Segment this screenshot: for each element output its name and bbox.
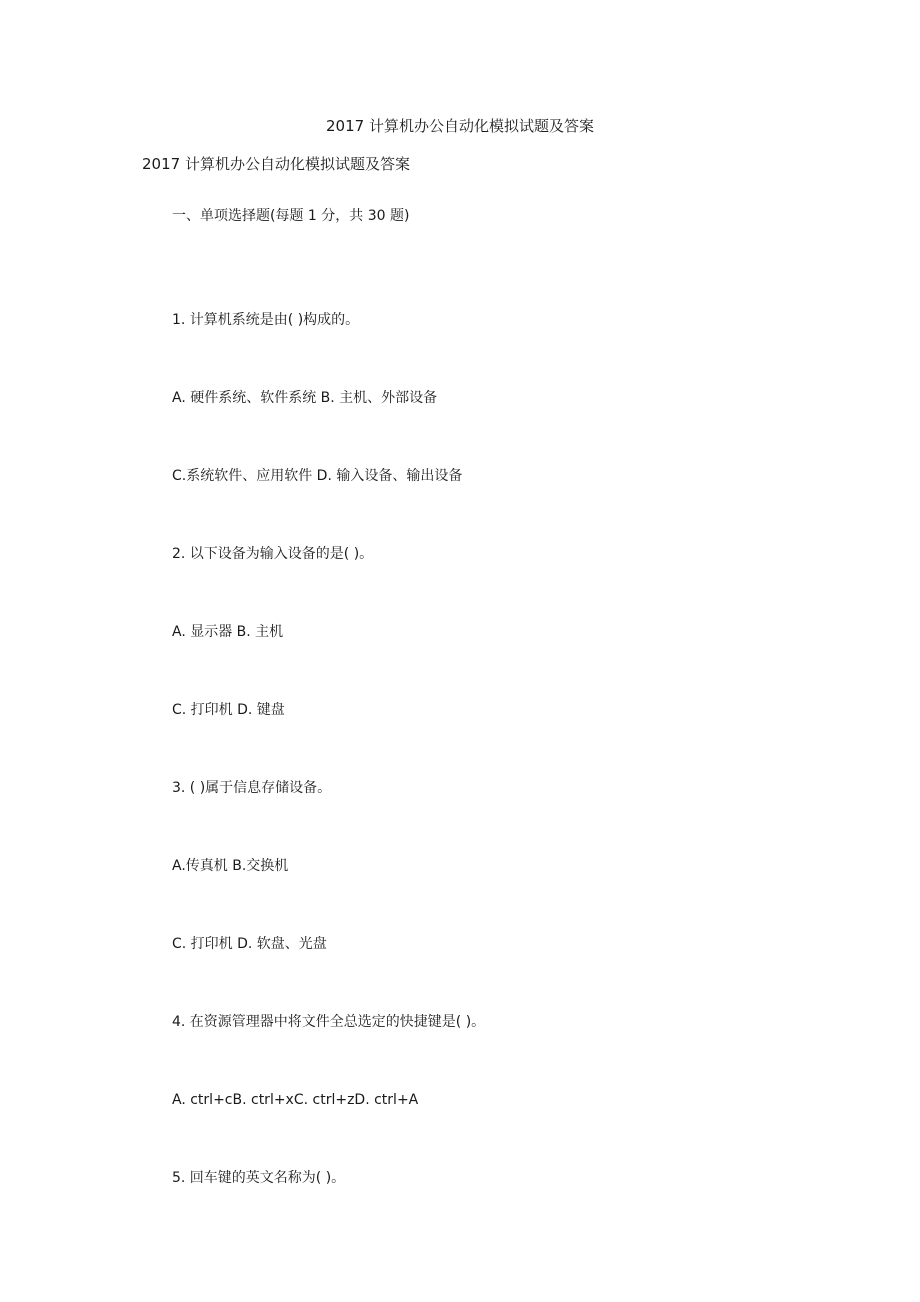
question-3: 3. ( )属于信息存储设备。 [172,780,332,796]
question-3-options-cd: C. 打印机 D. 软盘、光盘 [172,936,327,952]
question-5: 5. 回车键的英文名称为( )。 [172,1170,346,1186]
question-3-options-ab: A.传真机 B.交换机 [172,858,289,874]
section-heading: 一、单项选择题(每题 1 分，共 30 题) [172,208,410,224]
document-title: 2017 计算机办公自动化模拟试题及答案 [326,117,594,135]
question-1-options-cd: C.系统软件、应用软件 D. 输入设备、输出设备 [172,468,463,484]
question-4-options: A. ctrl+cB. ctrl+xC. ctrl+zD. ctrl+A [172,1092,419,1108]
question-1: 1. 计算机系统是由( )构成的。 [172,312,360,328]
question-2: 2. 以下设备为输入设备的是( )。 [172,546,374,562]
question-2-options-ab: A. 显示器 B. 主机 [172,624,284,640]
question-1-options-ab: A. 硬件系统、软件系统 B. 主机、外部设备 [172,390,438,406]
document-subtitle: 2017 计算机办公自动化模拟试题及答案 [142,155,410,173]
question-4: 4. 在资源管理器中将文件全总选定的快捷键是( )。 [172,1014,486,1030]
question-2-options-cd: C. 打印机 D. 键盘 [172,702,285,718]
